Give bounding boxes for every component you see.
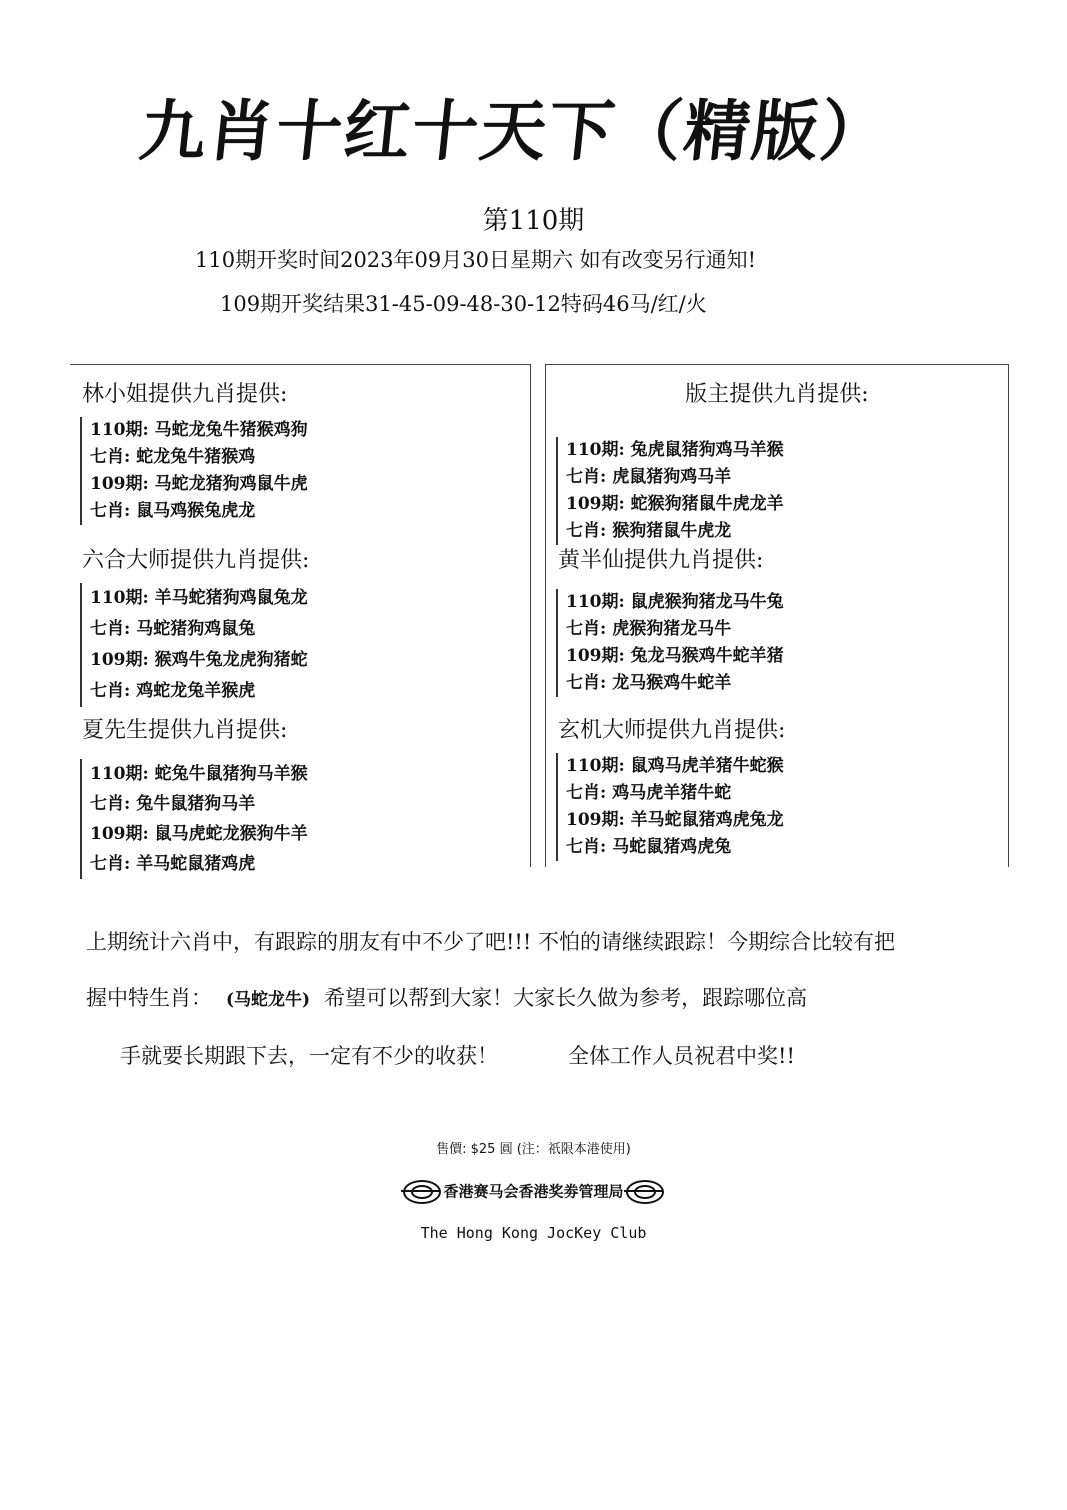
- club-name-english: The Hong Kong JocKey Club: [420, 1224, 647, 1242]
- prediction-row: 110期: 鼠虎猴狗猪龙马牛兔: [566, 592, 784, 612]
- summary-line-1: 上期统计六肖中，有跟踪的朋友有中不少了吧!!! 不怕的请继续跟踪！今期综合比较有把: [86, 930, 895, 954]
- prediction-row: 109期: 蛇猴狗猪鼠牛虎龙羊: [566, 494, 784, 514]
- prediction-row: 109期: 羊马蛇鼠猪鸡虎兔龙: [566, 810, 784, 830]
- prediction-section: [70, 379, 530, 525]
- issue-number: 第110期: [482, 206, 585, 236]
- section-header: 版主提供九肖提供:: [685, 382, 869, 407]
- section-header: 六合大师提供九肖提供:: [82, 548, 310, 573]
- special-zodiac-highlight: (马蛇龙牛): [226, 990, 311, 1010]
- prediction-section: [546, 715, 1008, 861]
- prediction-row: 七肖: 羊马蛇鼠猪鸡虎: [90, 854, 256, 874]
- summary-text: 握中特生肖：: [86, 986, 212, 1010]
- prediction-row: 110期: 兔虎鼠猪狗鸡马羊猴: [566, 440, 784, 460]
- draw-time-notice: 110期开奖时间2023年09月30日星期六 如有改变另行通知!: [195, 248, 757, 272]
- prediction-section: [546, 379, 1008, 545]
- prediction-row: 七肖: 兔牛鼠猪狗马羊: [90, 794, 256, 814]
- price-note: 售價: $25 圓 (注：祇限本港使用): [436, 1142, 631, 1157]
- prediction-section: [70, 715, 530, 879]
- prediction-row: 110期: 马蛇龙兔牛猪猴鸡狗: [90, 420, 308, 440]
- section-header: 夏先生提供九肖提供:: [82, 718, 288, 743]
- section-header: 林小姐提供九肖提供:: [82, 382, 288, 407]
- organization-name: 香港赛马会香港奖劵管理局: [443, 1182, 624, 1201]
- jockey-club-logo-icon: [403, 1180, 441, 1204]
- organization-line: [0, 1180, 1067, 1204]
- prediction-row: 七肖: 龙马猴鸡牛蛇羊: [566, 673, 732, 693]
- page-title: 九肖十红十天下（精版）: [136, 93, 893, 170]
- prediction-row: 110期: 鼠鸡马虎羊猪牛蛇猴: [566, 756, 784, 776]
- summary-line-3: [0, 1040, 1067, 1070]
- section-header: 黄半仙提供九肖提供:: [558, 548, 764, 573]
- prediction-row: 110期: 羊马蛇猪狗鸡鼠兔龙: [90, 588, 308, 608]
- prediction-row: 七肖: 鸡蛇龙兔羊猴虎: [90, 681, 256, 701]
- left-predictions-panel: [70, 364, 531, 874]
- summary-line-2: [0, 982, 1067, 1012]
- prediction-row: 七肖: 马蛇猪狗鸡鼠兔: [90, 619, 256, 639]
- prediction-row: 七肖: 虎鼠猪狗鸡马羊: [566, 467, 732, 487]
- last-draw-result: 109期开奖结果31-45-09-48-30-12特码46马/红/火: [220, 292, 707, 316]
- prediction-row: 七肖: 鸡马虎羊猪牛蛇: [566, 783, 732, 803]
- prediction-row: 七肖: 蛇龙兔牛猪猴鸡: [90, 447, 256, 467]
- prediction-section: [546, 545, 1008, 697]
- prediction-row: 110期: 蛇兔牛鼠猪狗马羊猴: [90, 764, 308, 784]
- prediction-row: 七肖: 虎猴狗猪龙马牛: [566, 619, 732, 639]
- prediction-section: [70, 545, 530, 707]
- summary-text: 手就要长期跟下去，一定有不少的收获！: [120, 1044, 498, 1068]
- prediction-row: 109期: 鼠马虎蛇龙猴狗牛羊: [90, 824, 308, 844]
- prediction-row: 七肖: 猴狗猪鼠牛虎龙: [566, 521, 732, 541]
- prediction-row: 109期: 兔龙马猴鸡牛蛇羊猪: [566, 646, 784, 666]
- right-predictions-panel: [545, 364, 1009, 867]
- prediction-row: 109期: 猴鸡牛兔龙虎狗猪蛇: [90, 650, 308, 670]
- prediction-row: 七肖: 鼠马鸡猴兔虎龙: [90, 501, 256, 521]
- summary-text: 希望可以帮到大家！大家长久做为参考，跟踪哪位高: [324, 986, 808, 1010]
- prediction-row: 七肖: 马蛇鼠猪鸡虎兔: [566, 837, 732, 857]
- section-header: 玄机大师提供九肖提供:: [558, 718, 786, 743]
- prediction-row: 109期: 马蛇龙猪狗鸡鼠牛虎: [90, 474, 308, 494]
- jockey-club-logo-icon: [626, 1180, 664, 1204]
- good-luck-text: 全体工作人员祝君中奖!!: [568, 1044, 795, 1068]
